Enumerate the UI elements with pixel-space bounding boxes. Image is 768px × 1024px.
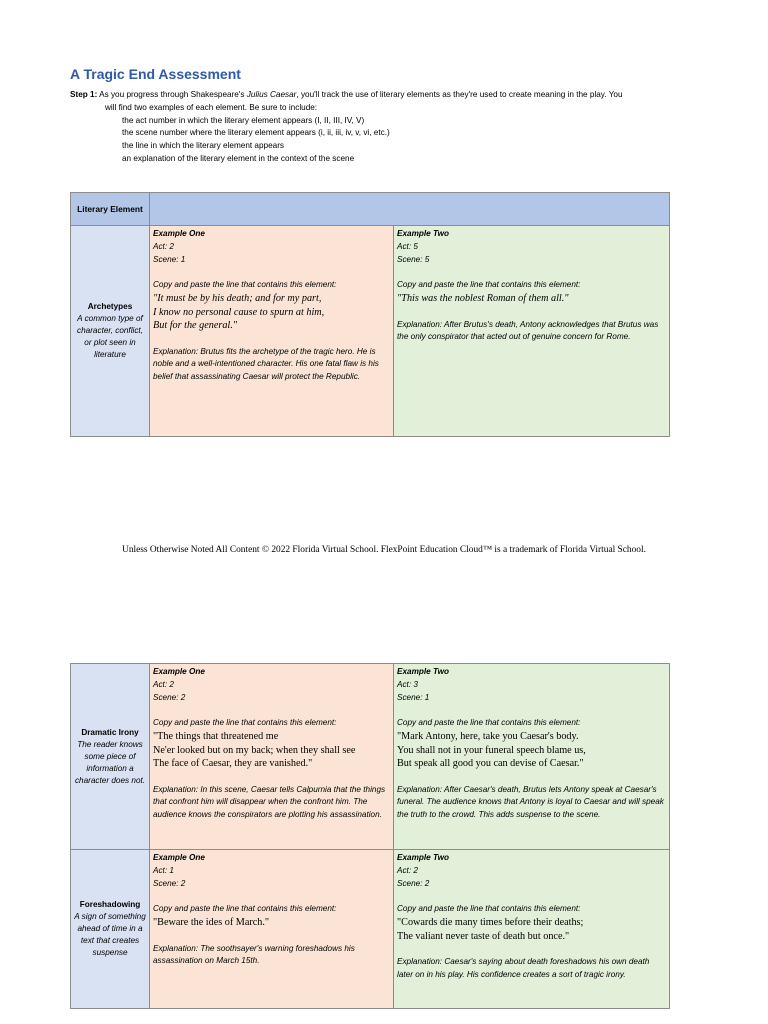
element-definition: A sign of something ahead of time in a text that creates suspense [74, 912, 146, 957]
example-prompt: Copy and paste the line that contains this element: [153, 718, 337, 728]
example-act: Act: 2 [153, 241, 174, 251]
requirement-item: an explanation of the literary element in the context of the scene [122, 153, 355, 163]
example-explanation: Explanation: Caesar's saying about death foreshadows his own death later on in his play. His confidence creates a sort of tragic irony. [397, 957, 650, 979]
copyright-footer: Unless Otherwise Noted All Content © 2022 Florida Virtual School. FlexPoint Education Cloud™ is a trademark of Florida Virtual School. [122, 545, 646, 555]
element-name: Foreshadowing [79, 900, 141, 909]
example-prompt: Copy and paste the line that contains this element: [397, 280, 581, 290]
page-title: A Tragic End Assessment [70, 66, 241, 82]
example-quote: "This was the noblest Roman of them all." [397, 293, 569, 305]
instructions-text-after: , you'll track the use of literary elements as they're used to create meaning in the play. You [296, 90, 623, 99]
element-cell-dramatic-irony [71, 664, 150, 850]
element-definition: The reader knows some piece of information a character does not. [74, 739, 146, 785]
instructions [70, 89, 710, 166]
example-scene: Scene: 2 [153, 878, 186, 888]
play-title: Julius Caesar [246, 90, 297, 99]
example-heading: Example One [153, 229, 205, 238]
example-prompt: Copy and paste the line that contains this element: [153, 280, 337, 290]
example-act: Act: 1 [153, 865, 174, 875]
example-one-cell [150, 226, 394, 437]
example-explanation: Explanation: Brutus fits the archetype of the tragic hero. He is noble and a well-intentioned character. His one fatal flaw is his belief that assassinating Caesar will protect the Republic. [153, 346, 379, 382]
example-quote: "The things that threatened me Ne'er looked but on my back; when they shall see The face of Caesar, they are vanished." [153, 731, 356, 770]
example-scene: Scene: 2 [397, 878, 430, 888]
example-act: Act: 2 [153, 679, 174, 689]
element-name: Archetypes [87, 302, 133, 311]
example-scene: Scene: 2 [153, 692, 186, 702]
example-act: Act: 5 [397, 241, 418, 251]
requirement-item: the line in which the literary element appears [122, 141, 285, 151]
example-heading: Example Two [397, 667, 450, 676]
requirement-item: the act number in which the literary element appears (I, II, III, IV, V) [122, 115, 365, 125]
example-prompt: Copy and paste the line that contains this element: [397, 904, 581, 914]
example-prompt: Copy and paste the line that contains this element: [397, 718, 581, 728]
example-quote: "Beware the ides of March." [153, 917, 270, 929]
requirements-list [70, 115, 710, 166]
example-heading: Example Two [397, 853, 450, 862]
step-label: Step 1: [70, 90, 98, 99]
example-two-cell [394, 664, 670, 850]
example-quote: "Cowards die many times before their deaths; The valiant never taste of death but once." [397, 917, 584, 942]
header-literary-element: Literary Element [71, 193, 150, 226]
element-name: Dramatic Irony [81, 727, 139, 737]
element-definition: A common type of character, conflict, or plot seen in literature [77, 314, 143, 359]
example-scene: Scene: 1 [153, 254, 186, 264]
instructions-text: As you progress through Shakespeare's [97, 90, 247, 99]
example-scene: Scene: 5 [397, 254, 430, 264]
example-explanation: Explanation: After Caesar's death, Brutus lets Antony speak at Caesar's funeral. The audience knows that Antony is loyal to Caesar and will speak the truth to the crowd. This adds suspense to the scene. [397, 784, 664, 820]
example-quote: "It must be by his death; and for my part, I know no personal cause to spurn at him, But for the general." [153, 293, 325, 332]
example-quote: "Mark Antony, here, take you Caesar's body. You shall not in your funeral speech blame us, But speak all good you can devise of Caesar." [397, 731, 586, 770]
example-act: Act: 2 [397, 865, 418, 875]
example-heading: Example One [153, 853, 205, 862]
header-fill [150, 193, 670, 226]
element-cell-archetypes [71, 226, 150, 437]
instructions-continuation: will find two examples of each element. Be sure to include: [105, 102, 318, 112]
literary-elements-table-1 [70, 192, 670, 437]
example-explanation: Explanation: In this scene, Caesar tells Calpurnia that the things that confront him will disappear when the confront him. The audience knows the conspirators are plotting his assassination. [153, 784, 386, 820]
example-explanation: Explanation: After Brutus's death, Antony acknowledges that Brutus was the only conspirator that acted out of genuine concern for Rome. [397, 319, 659, 342]
example-prompt: Copy and paste the line that contains this element: [153, 904, 337, 914]
example-one-cell [150, 664, 394, 850]
example-heading: Example One [153, 667, 205, 676]
example-two-cell [394, 850, 670, 1009]
literary-elements-table-2 [70, 663, 670, 1009]
example-act: Act: 3 [397, 679, 418, 689]
example-scene: Scene: 1 [397, 692, 430, 702]
example-two-cell [394, 226, 670, 437]
example-heading: Example Two [397, 229, 450, 238]
example-explanation: Explanation: The soothsayer's warning foreshadows his assassination on March 15th. [153, 943, 355, 966]
requirement-item: the scene number where the literary element appears (i, ii, iii, iv, v, vi, etc.) [122, 128, 390, 138]
element-cell-foreshadowing [71, 850, 150, 1009]
instructions-line [70, 89, 710, 102]
example-one-cell [150, 850, 394, 1009]
